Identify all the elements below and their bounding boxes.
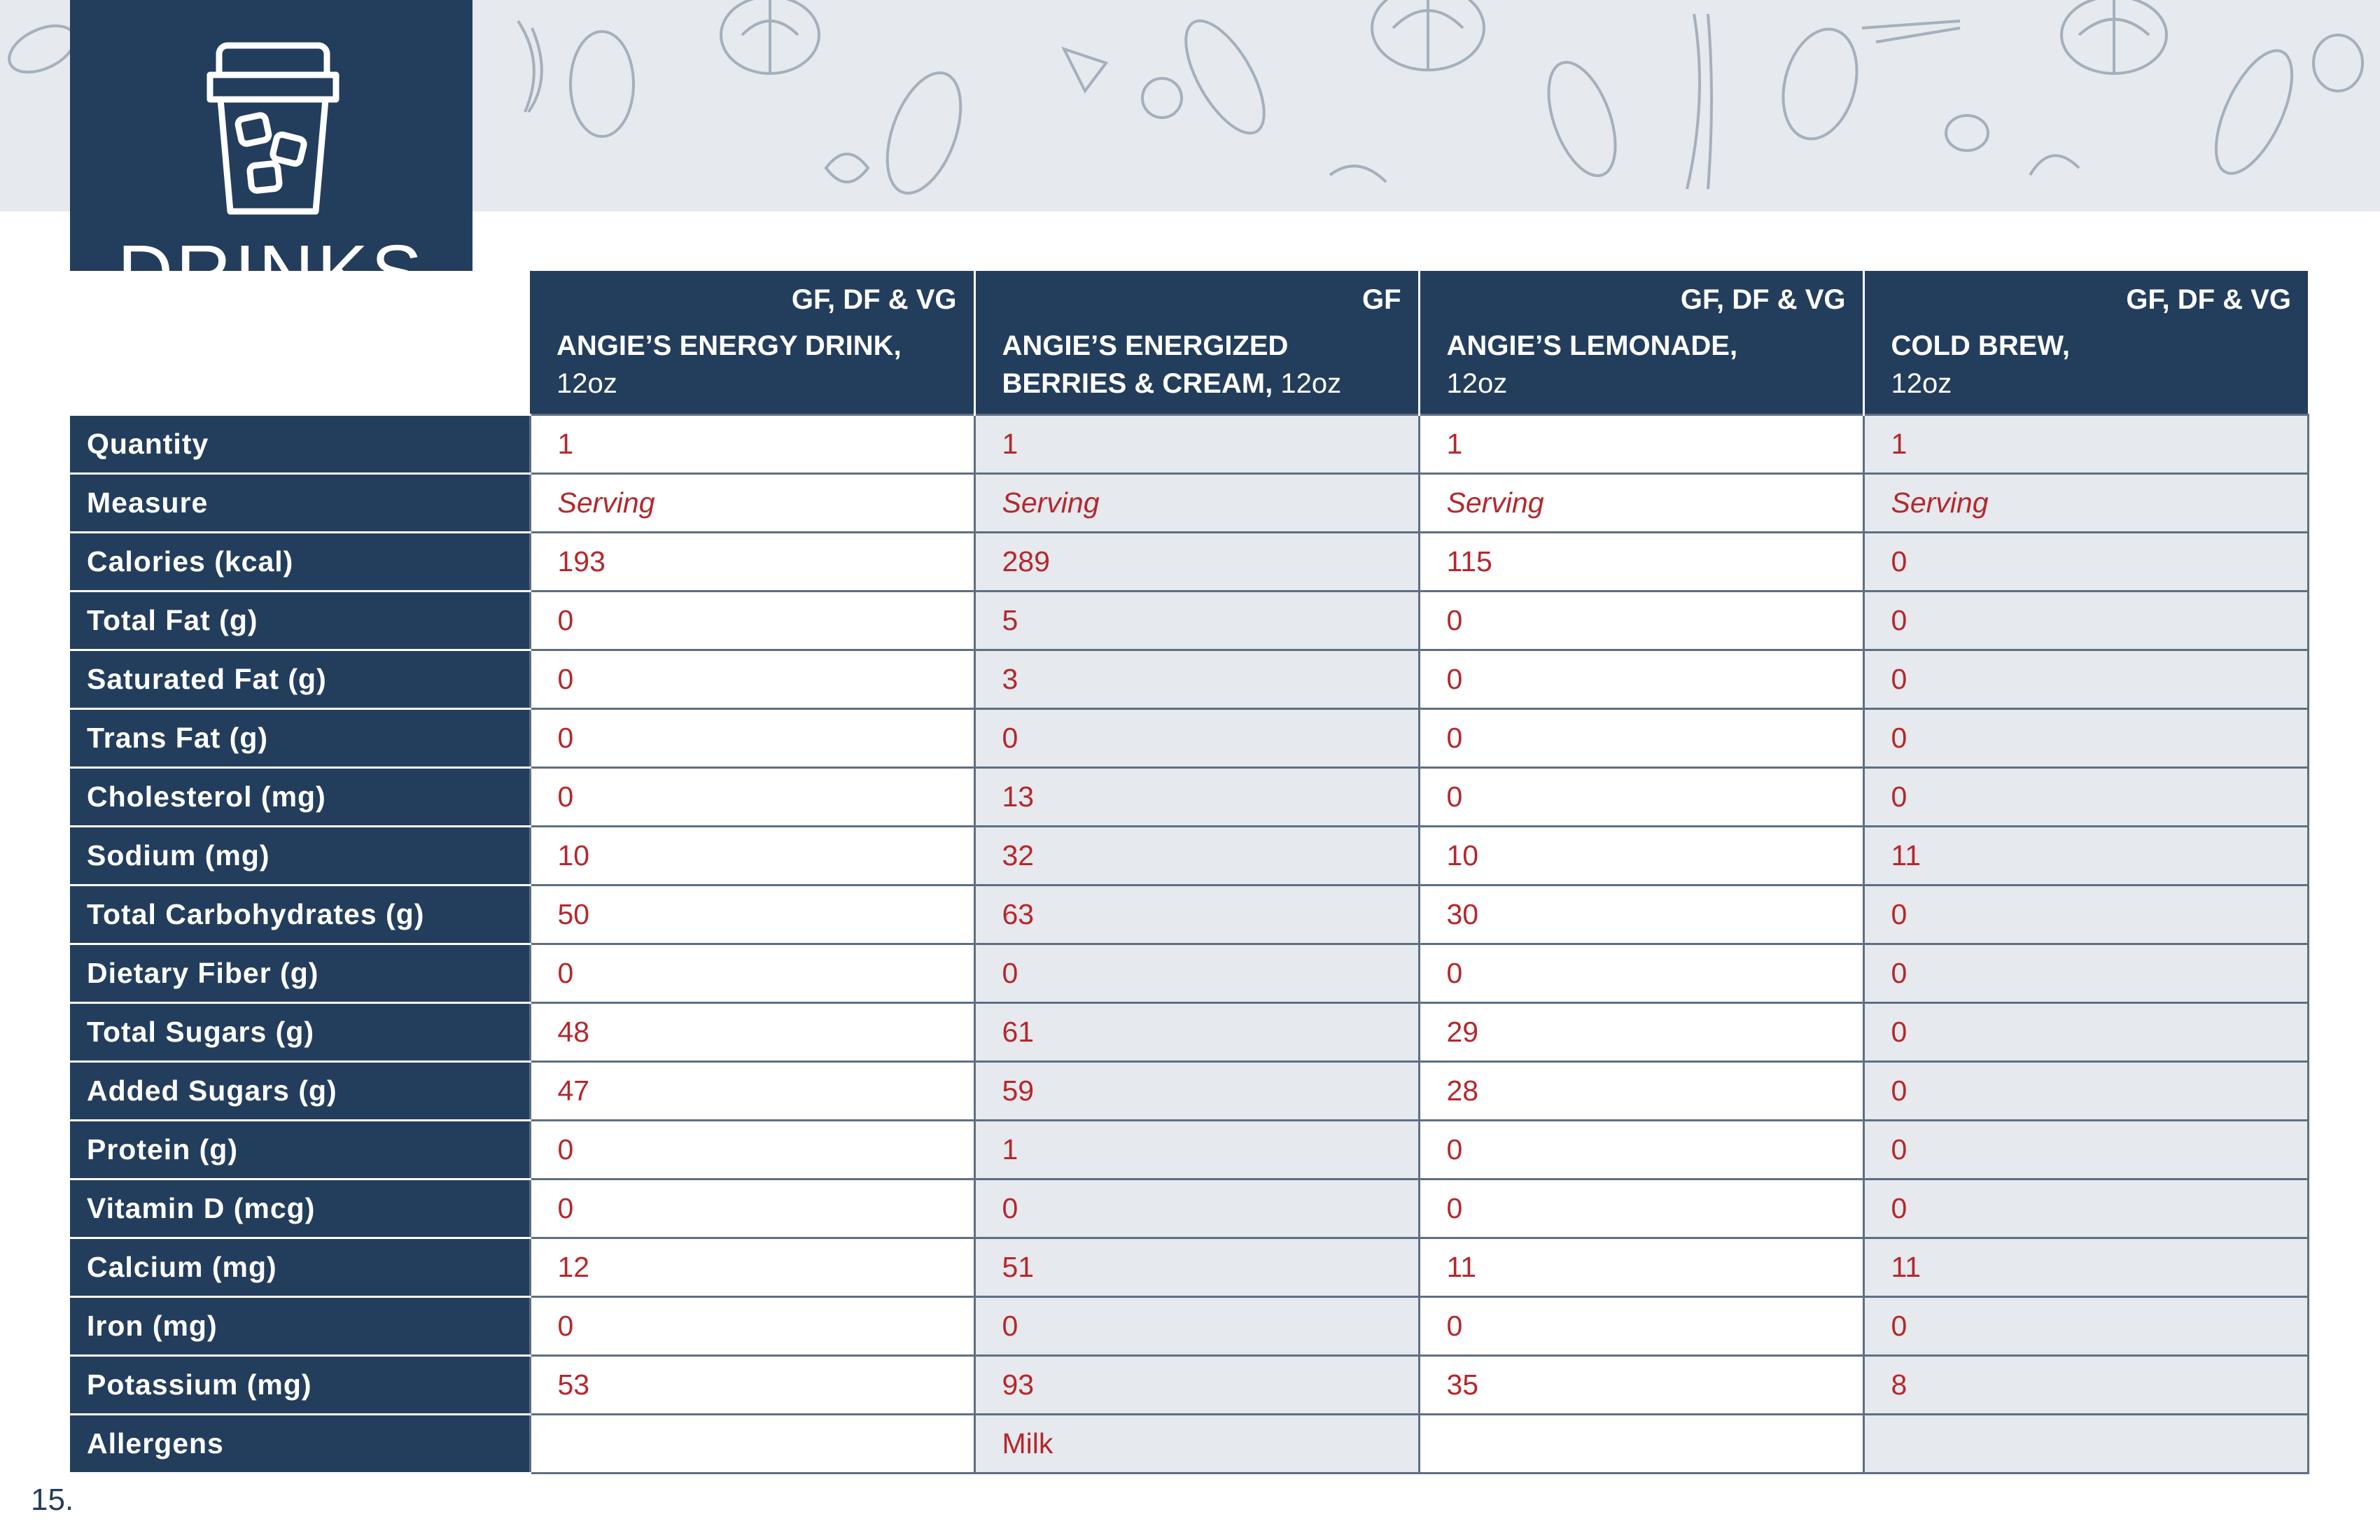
- table-cell: 0: [1863, 1002, 2308, 1061]
- table-cell: 35: [1419, 1355, 1863, 1414]
- row-label: Iron (mg): [70, 1296, 530, 1355]
- dietary-tag: GF: [1362, 284, 1401, 315]
- row-label: Total Carbohydrates (g): [70, 885, 530, 944]
- table-row: [70, 1414, 2308, 1473]
- table-cell: 0: [530, 1120, 974, 1179]
- product-header-lemonade: [1419, 271, 1863, 414]
- table-cell: 115: [1419, 532, 1863, 591]
- table-cell: 0: [974, 1179, 1419, 1238]
- table-cell: 0: [1419, 767, 1863, 826]
- table-cell: 5: [974, 591, 1419, 650]
- table-cell: 0: [1863, 650, 2308, 708]
- product-size: 12oz: [1280, 368, 1342, 399]
- table-row: [70, 826, 2308, 885]
- table-cell: 0: [974, 1296, 1419, 1355]
- table-cell: 1: [530, 414, 974, 473]
- product-header-berries-cream: [974, 271, 1419, 414]
- table-cell: 28: [1419, 1061, 1863, 1120]
- table-cell: 0: [1863, 591, 2308, 650]
- table-cell: 193: [530, 532, 974, 591]
- table-cell: 0: [1419, 591, 1863, 650]
- table-cell: 0: [1863, 1120, 2308, 1179]
- table-row: [70, 532, 2308, 591]
- table-cell: 3: [974, 650, 1419, 708]
- table-cell: 51: [974, 1238, 1419, 1296]
- table-cell: 0: [530, 650, 974, 708]
- table-row: [70, 885, 2308, 944]
- table-row: [70, 944, 2308, 1002]
- row-label: Dietary Fiber (g): [70, 944, 530, 1002]
- table-cell: 0: [1419, 1296, 1863, 1355]
- table-cell: 0: [1419, 1120, 1863, 1179]
- table-cell: 1: [974, 1120, 1419, 1179]
- table-cell: [1419, 1414, 1863, 1473]
- table-row: [70, 650, 2308, 708]
- product-name: ANGIE’S ENERGY DRINK,: [556, 330, 902, 361]
- product-name: ANGIE’S LEMONADE,: [1446, 330, 1738, 361]
- table-row: [70, 1179, 2308, 1238]
- table-row: [70, 414, 2308, 473]
- table-cell: 1: [974, 414, 1419, 473]
- page-number: 15.: [31, 1483, 74, 1517]
- table-cell: 11: [1863, 826, 2308, 885]
- table-cell: [1863, 1414, 2308, 1473]
- table-cell: 0: [1419, 708, 1863, 767]
- row-label: Calcium (mg): [70, 1238, 530, 1296]
- table-cell: 1: [1419, 414, 1863, 473]
- product-name: ANGIE’S ENERGIZED BERRIES & CREAM,: [1002, 330, 1289, 399]
- table-cell: 0: [530, 944, 974, 1002]
- table-row: [70, 1061, 2308, 1120]
- table-cell: 61: [974, 1002, 1419, 1061]
- row-label: Sodium (mg): [70, 826, 530, 885]
- table-cell: 0: [1863, 1061, 2308, 1120]
- table-cell: 10: [530, 826, 974, 885]
- table-cell: 0: [1419, 1179, 1863, 1238]
- table-cell: 289: [974, 532, 1419, 591]
- row-label: Added Sugars (g): [70, 1061, 530, 1120]
- table-cell: 0: [530, 1296, 974, 1355]
- table-cell: 30: [1419, 885, 1863, 944]
- row-label: Saturated Fat (g): [70, 650, 530, 708]
- table-cell: 47: [530, 1061, 974, 1120]
- row-label: Protein (g): [70, 1120, 530, 1179]
- table-row: [70, 1002, 2308, 1061]
- row-label: Quantity: [70, 414, 530, 473]
- table-row: [70, 1120, 2308, 1179]
- row-label: Trans Fat (g): [70, 708, 530, 767]
- product-size: 12oz: [1446, 368, 1508, 399]
- table-cell: 13: [974, 767, 1419, 826]
- table-row: [70, 591, 2308, 650]
- table-cell: 0: [1863, 885, 2308, 944]
- table-cell: Serving: [974, 473, 1419, 532]
- table-cell: 0: [1863, 532, 2308, 591]
- row-label: Calories (kcal): [70, 532, 530, 591]
- table-cell: Milk: [974, 1414, 1419, 1473]
- table-cell: 32: [974, 826, 1419, 885]
- table-cell: 0: [1863, 1179, 2308, 1238]
- table-cell: 50: [530, 885, 974, 944]
- header-corner: [70, 271, 530, 414]
- row-label: Allergens: [70, 1414, 530, 1473]
- table-row: [70, 767, 2308, 826]
- table-cell: 1: [1863, 414, 2308, 473]
- product-header-energy-drink: [530, 271, 974, 414]
- table-cell: Serving: [530, 473, 974, 532]
- product-name: COLD BREW,: [1891, 330, 2071, 361]
- table-cell: 29: [1419, 1002, 1863, 1061]
- row-label: Vitamin D (mcg): [70, 1179, 530, 1238]
- table-cell: Serving: [1863, 473, 2308, 532]
- table-cell: 0: [530, 1179, 974, 1238]
- dietary-tag: GF, DF & VG: [2126, 284, 2291, 315]
- table-row: [70, 1355, 2308, 1414]
- table-cell: Serving: [1419, 473, 1863, 532]
- table-cell: 0: [1863, 944, 2308, 1002]
- table-cell: 12: [530, 1238, 974, 1296]
- table-cell: 53: [530, 1355, 974, 1414]
- table-cell: 0: [530, 591, 974, 650]
- table-cell: [530, 1414, 974, 1473]
- table-cell: 0: [1863, 1296, 2308, 1355]
- iced-drink-icon: [196, 31, 350, 220]
- table-row: [70, 1238, 2308, 1296]
- product-size: 12oz: [1891, 368, 1952, 399]
- product-header-row: [70, 271, 2308, 414]
- table-cell: 0: [974, 944, 1419, 1002]
- table-cell: 59: [974, 1061, 1419, 1120]
- table-cell: 0: [1419, 650, 1863, 708]
- table-cell: 8: [1863, 1355, 2308, 1414]
- table-cell: 0: [1863, 708, 2308, 767]
- table-cell: 0: [974, 708, 1419, 767]
- table-cell: 48: [530, 1002, 974, 1061]
- product-header-cold-brew: [1863, 271, 2308, 414]
- table-row: [70, 1296, 2308, 1355]
- table-cell: 0: [530, 767, 974, 826]
- table-cell: 11: [1419, 1238, 1863, 1296]
- dietary-tag: GF, DF & VG: [791, 284, 957, 315]
- row-label: Total Sugars (g): [70, 1002, 530, 1061]
- row-label: Cholesterol (mg): [70, 767, 530, 826]
- table-row: [70, 708, 2308, 767]
- nutrition-table: [70, 271, 2309, 1474]
- table-cell: 63: [974, 885, 1419, 944]
- product-size: 12oz: [556, 368, 617, 399]
- table-cell: 93: [974, 1355, 1419, 1414]
- table-row: [70, 473, 2308, 532]
- row-label: Measure: [70, 473, 530, 532]
- dietary-tag: GF, DF & VG: [1680, 284, 1846, 315]
- row-label: Total Fat (g): [70, 591, 530, 650]
- table-cell: 0: [1419, 944, 1863, 1002]
- row-label: Potassium (mg): [70, 1355, 530, 1414]
- table-cell: 10: [1419, 826, 1863, 885]
- table-cell: 11: [1863, 1238, 2308, 1296]
- table-cell: 0: [1863, 767, 2308, 826]
- table-cell: 0: [530, 708, 974, 767]
